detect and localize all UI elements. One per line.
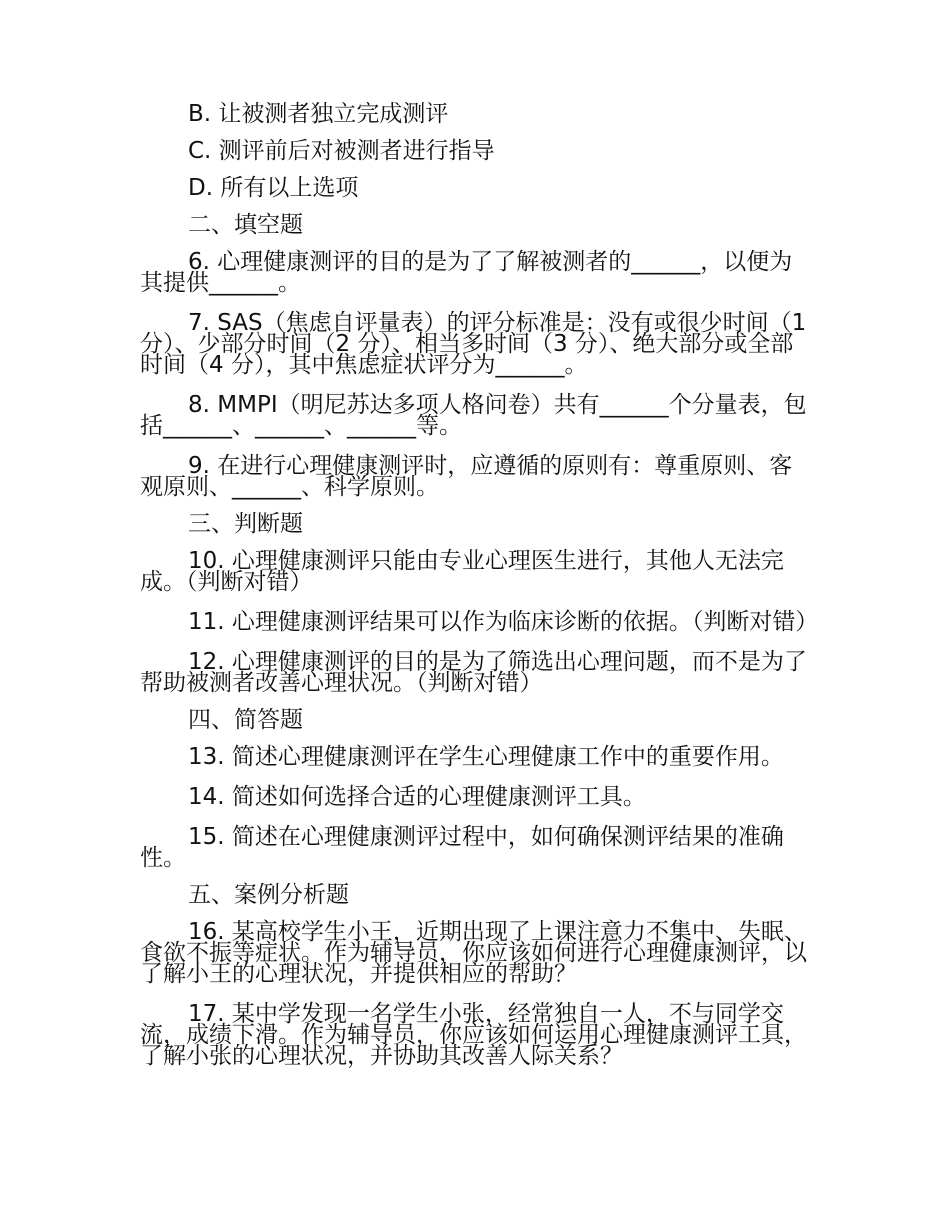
question-8: 8. MMPI（明尼苏达多项人格问卷）共有______个分量表，包括______、______、______等。 xyxy=(140,392,807,439)
question-16: 16. 某高校学生小王，近期出现了上课注意力不集中、失眠、食欲不振等症状。作为辅导员，你应该如何进行心理健康测评，以了解小王的心理状况，并提供相应的帮助？ xyxy=(140,919,807,987)
question-17: 17. 某中学发现一名学生小张，经常独自一人，不与同学交流，成绩下滑。作为辅导员，你应该如何运用心理健康测评工具，了解小张的心理状况，并协助其改善人际关系？ xyxy=(140,1001,807,1069)
question-12: 12. 心理健康测评的目的是为了筛选出心理问题，而不是为了帮助被测者改善心理状况。（判断对错） xyxy=(140,649,807,696)
section-heading-case-analysis: 五、案例分析题 xyxy=(188,882,349,908)
question-9: 9. 在进行心理健康测评时，应遵循的原则有：尊重原则、客观原则、______、科学原则。 xyxy=(140,453,793,500)
question-13: 13. 简述心理健康测评在学生心理健康工作中的重要作用。 xyxy=(188,744,784,770)
question-10: 10. 心理健康测评只能由专业心理医生进行，其他人无法完成。（判断对错） xyxy=(140,548,784,595)
question-11: 11. 心理健康测评结果可以作为临床诊断的依据。（判断对错） xyxy=(188,609,819,635)
question-6: 6. 心理健康测评的目的是为了了解被测者的______，以便为其提供______。 xyxy=(140,249,793,296)
question-15: 15. 简述在心理健康测评过程中，如何确保测评结果的准确性。 xyxy=(140,824,784,871)
section-heading-fill-in: 二、填空题 xyxy=(188,212,303,238)
section-heading-short-answer: 四、简答题 xyxy=(188,707,303,733)
question-14: 14. 简述如何选择合适的心理健康测评工具。 xyxy=(188,784,646,810)
document-body xyxy=(140,101,819,1069)
option-b: B. 让被测者独立完成测评 xyxy=(188,101,449,127)
option-d: D. 所有以上选项 xyxy=(188,175,359,201)
section-heading-true-false: 三、判断题 xyxy=(188,511,303,537)
option-c: C. 测评前后对被测者进行指导 xyxy=(188,138,495,164)
question-7: 7. SAS（焦虑自评量表）的评分标准是：没有或很少时间（1 分）、少部分时间（2 分）、相当多时间（3 分）、绝大部分或全部时间（4 分），其中焦虑症状评分为______。 xyxy=(140,310,807,378)
